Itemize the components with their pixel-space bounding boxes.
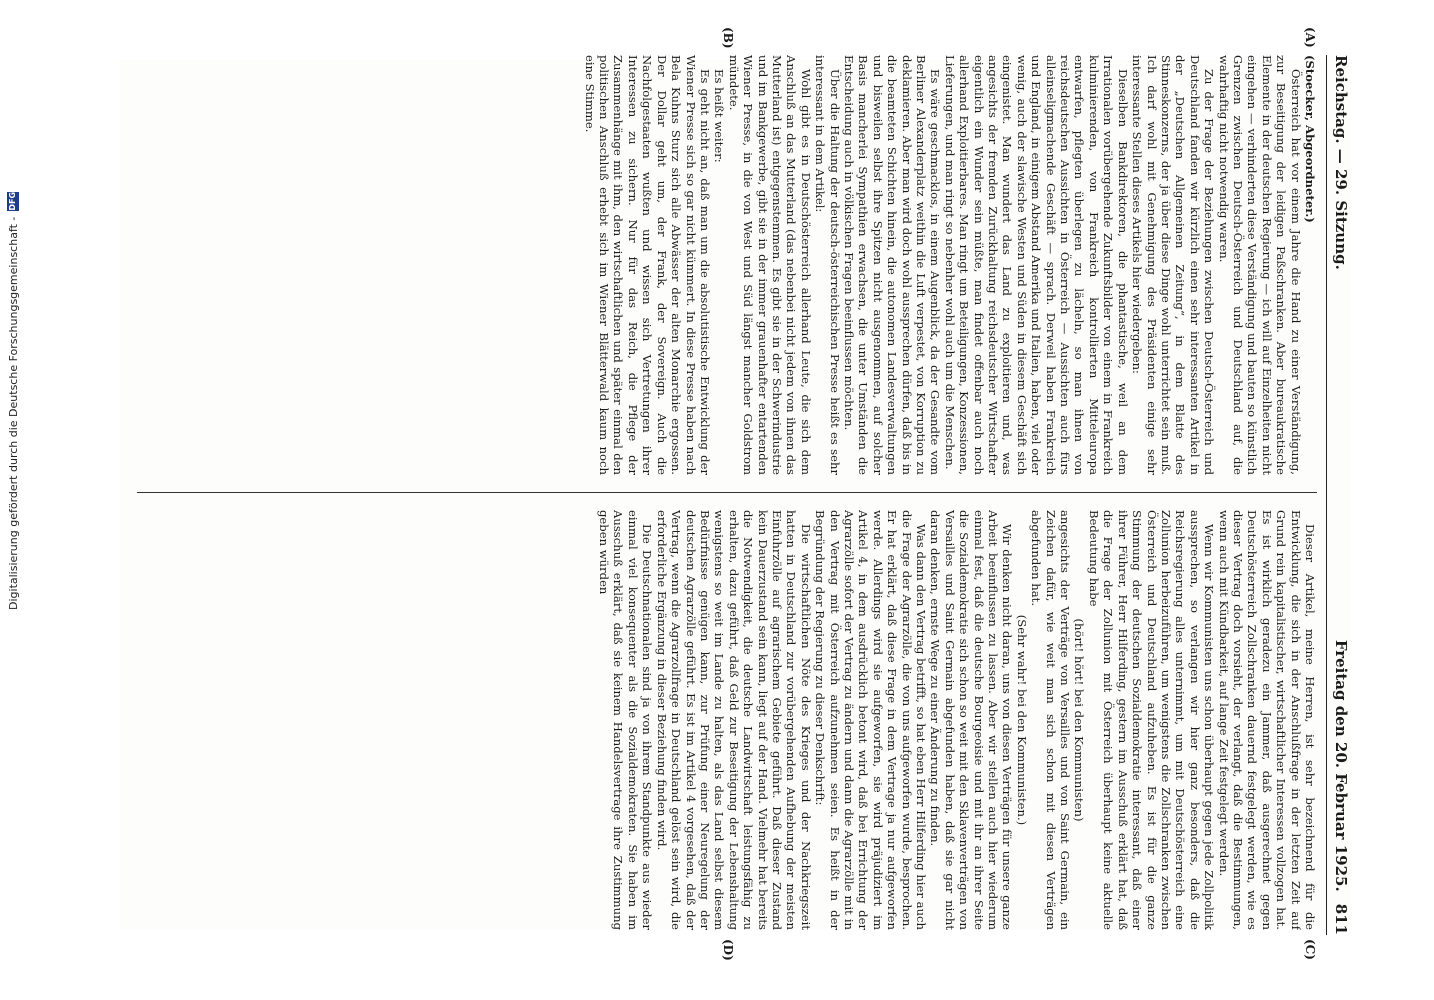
header-title-right: Freitag den 20. Februar 1925.	[1332, 639, 1350, 892]
right-paragraph: Wenn wir Kommunisten uns schon überhaupt gegen jede Zollpolitik aussprechen, so verlangen wir hier ganz besonders, daß die Reichsregierung alles unternimmt, um mit Deutschösterreich eine Zollunion herbeizuführen, um wenigstens die Zollschranken zwischen Österreich und Deutschland aufzuheben. Es ist für die ganze Stimmung der deutschen Sozialdemokratie interessant, daß einer ihrer Führer, Herr Hilferding, gestern im Ausschuß erklärt hat, daß die Frage der Zollunion mit Österreich überhaupt keine aktuelle Bedeutung habe	[1086, 510, 1217, 930]
right-paragraph: Dieser Artikel, meine Herren, ist sehr bezeichnend für die Entwicklung, die sich in der Anschlußfrage in der letzten Zeit auf Grund rein kapitalistischer, wirtschaftlicher Interessen vollzogen hat. Es ist wirklich geradezu ein Jammer, daß ausgerechnet gegen Deutschösterreich Zollschranken dauernd festgelegt werden, wie es dieser Vertrag doch vorsieht, der verlangt, daß die Bestimmungen, wenn auch mit Kündbarkeit, auf lange Zeit festgelegt werden.	[1216, 510, 1317, 930]
margin-mark-a: (A)	[1303, 27, 1317, 48]
left-paragraph: Dieselben Bankdirektoren, die phantastische, weil an dem Irrationalen vorübergehende Zukunftsbilder von einem in Frankreich kulminierenden, von Frankreich kontrollierten Mitteleuropa entwarfen, pflegten überlegen zu lächeln, so man ihnen von reichsdeutschen Aussichten in Österreich — Aussichten auch fürs alleinseligmachende Geschäft — sprach. Derweil haben Frankreich und England, in einigem Abstand Amerika und Italien, haben, viel oder wenig, auch der slawische Westen und Süden in diesem Geschäft sich eingenistet. Man wundert das Land zu exploitieren und, was angesichts der fremden Zurückhaltung reichsdeutscher Wirtschafter eigentlich ein Wunder sein müßte, man findet offenbar auch noch allerhand Exploitierbares. Man ringt um Beteiligungen, Konzessionen, Lieferungen, und man ringt so nebenher wohl auch um die Menschen.	[942, 55, 1130, 475]
left-paragraph: Es geht nicht an, daß man um die absolutistische Entwicklung der Wiener Presse sich so gar nicht kümmert. In diese Presse haben nach Bela Kuhns Sturz sich alle Abwässer der alten Monarchie ergossen. Der Dollar geht um, der Frank, der Sovereign. Auch die Nachfolgestaaten wußten und wissen sich Vertretungen ihrer Interessen zu sichern. Nur für das Reich, die Pflege der Zusammenhänge mit ihm, den wirtschaftlichen und später einmal den politischen Anschluß erhebt sich im Wiener Blätterwald kaum noch eine Stimme.	[582, 55, 712, 475]
rotated-page	[125, 27, 1355, 961]
left-paragraph: Österreich hat vor einem Jahre die Hand zu einer Verständigung, zur Beseitigung der leidigen Paßschranken. Aber bureaukratische Elemente in der deutschen Regierung — ich will auf Einzelheiten nicht eingehen — verhinderten diese Verständigung und bauten so künstlich Grenzen zwischen Deutsch-Österreich und Deutschland auf, die wahrhaftig nicht notwendig waren.	[1216, 55, 1303, 475]
digitization-credit	[6, 191, 20, 610]
margin-mark-d: (D)	[721, 939, 735, 961]
left-paragraph: Zu der Frage der Beziehungen zwischen Deutsch-Österreich und Deutschland fanden wir kürzlich einen sehr interessanten Artikel in der „Deutschen Allgemeinen Zeitung“, in dem Blatte des Stinneskonzerns, der ja über diese Dinge wohl unterrichtet sein muß. Ich darf wohl mit Genehmigung des Präsidenten einige sehr interessante Stellen dieses Artikels hier wiedergeben:	[1130, 55, 1217, 475]
quote-paragraph: Die wirtschaftlichen Nöte des Krieges und der Nachkriegszeit hatten in Deutschland zur vorübergehenden Aufhebung der meisten Einfuhrzölle auf agrarischem Gebiete geführt. Daß dieser Zustand kein Dauerzustand sein kann, liegt auf der Hand. Vielmehr hat bereits die Notwendigkeit, die deutsche Landwirtschaft leistungsfähig zu erhalten, dazu geführt, daß Geld zur Beseitigung der Lebenshaltung wenigstens so weit im Lande zu halten, als das Land selbst diesem Bedürfnisse genügen kann, zur Prüfung einer Neuregelung der deutschen Agrarzölle geführt. Es ist im Artikel 4 vorgesehen, daß der Vertrag, wenn die Agrarzollfrage in Deutschland gelöst sein wird, die erforderliche Ergänzung in dieser Beziehung finden wird.	[654, 510, 813, 930]
column-divider	[137, 492, 1317, 493]
interjection: (Sehr wahr! bei den Kommunisten.)	[1014, 614, 1029, 826]
right-paragraph: angesichts der Verträge von Versailles und von Saint Germain, ein Zeichen dafür, wie weit man sich schon mit diesen Verträgen abgefunden hat.	[1029, 510, 1073, 930]
left-paragraph: Wohl gibt es in Deutschösterreich allerhand Leute, die sich dem Anschluß an das Mutterland (das nebenbei nicht jedem von ihnen das Mutterland ist) entgegenstemmen. Es gibt sie in der Schwerindustrie und im Bankgewerbe, gibt sie in der immer grauenhafter entartenden Wiener Presse, in die von West und Süd längst mancher Goldstrom mündete.	[726, 55, 813, 475]
right-column	[137, 510, 1317, 930]
interjection: (hört! hört! bei den Kommunisten)	[1072, 618, 1087, 822]
left-paragraph: Es heißt weiter:	[712, 69, 727, 163]
page-header	[1326, 55, 1355, 935]
dfg-logo-icon: DFG	[8, 191, 17, 211]
header-title-left: Reichstag. — 29. Sitzung.	[1332, 55, 1350, 270]
margin-mark-b: (B)	[721, 27, 735, 49]
right-paragraph: Wir denken nicht daran, uns von diesen Verträgen für unsere ganze Arbeit beeinflussen zu lassen. Aber wir stellen auch hier wiederum einmal fest, daß die deutsche Bourgeoisie und mit ihr an ihrer Seite die Sozialdemokratie sich schon so weit mit den Sklavenverträgen von Versailles und Saint Germain abgefunden haben, daß sie gar nicht daran denken, ernste Wege zu einer Änderung zu finden.	[928, 510, 1015, 930]
left-paragraph: Über die Haltung der deutsch-österreichischen Presse heißt es sehr interessant in dem Artikel:	[813, 55, 842, 475]
right-paragraph: Was dann den Vertrag betrifft, so hat eben Herr Hilferding hier auch die Frage der Agrarzölle, die von uns aufgeworfen wurde, besprochen. Er hat erklärt, daß diese Frage in dem Vertrage ja nur aufgeworfen werde. Allerdings wird sie aufgeworfen, sie wird präjudiziert im Artikel 4, in dem ausdrücklich betont wird, daß bei Errichtung der Agrarzölle sofort der Vertrag zu ändern und dann die Agrarzölle mit in den Vertrag mit Österreich aufzunehmen seien. Es heißt in der Begründung der Regierung zu dieser Denkschrift:	[813, 510, 929, 930]
page-number: 811	[1332, 903, 1350, 935]
credit-text: Digitalisierung gefördert durch die Deutsche Forschungsgemeinschaft -	[6, 216, 20, 610]
margin-mark-c: (C)	[1303, 939, 1317, 960]
left-column	[137, 55, 1317, 475]
speaker-line: (Stoecker, Abgeordneter.)	[1303, 55, 1317, 223]
right-paragraph: Die Deutschnationalen sind ja von ihrem Standpunkte aus wieder einmal viel konsequenter als die Sozialdemokraten. Sie haben im Ausschuß erklärt, daß sie keinem Handelsvertrage ihre Zustimmung geben würden	[597, 510, 655, 930]
left-paragraph: Es wäre geschmacklos, in einem Augenblick, da der Gesandte vom Berliner Alexanderplatz weithin die Luft verpestet, von Korruption zu deklamieren. Aber man wird doch wohl aussprechen dürfen, daß bis in die beamteten Schichten hinein, die autonomen Landesverwaltungen und bisweilen selbst ihre Spitzen nicht ausgenommen, auf solcher Basis mancherlei Sympathien erwachsen, die unter Umständen die Entscheidung auch in völkischen Fragen beeinflussen möchten.	[842, 55, 943, 475]
